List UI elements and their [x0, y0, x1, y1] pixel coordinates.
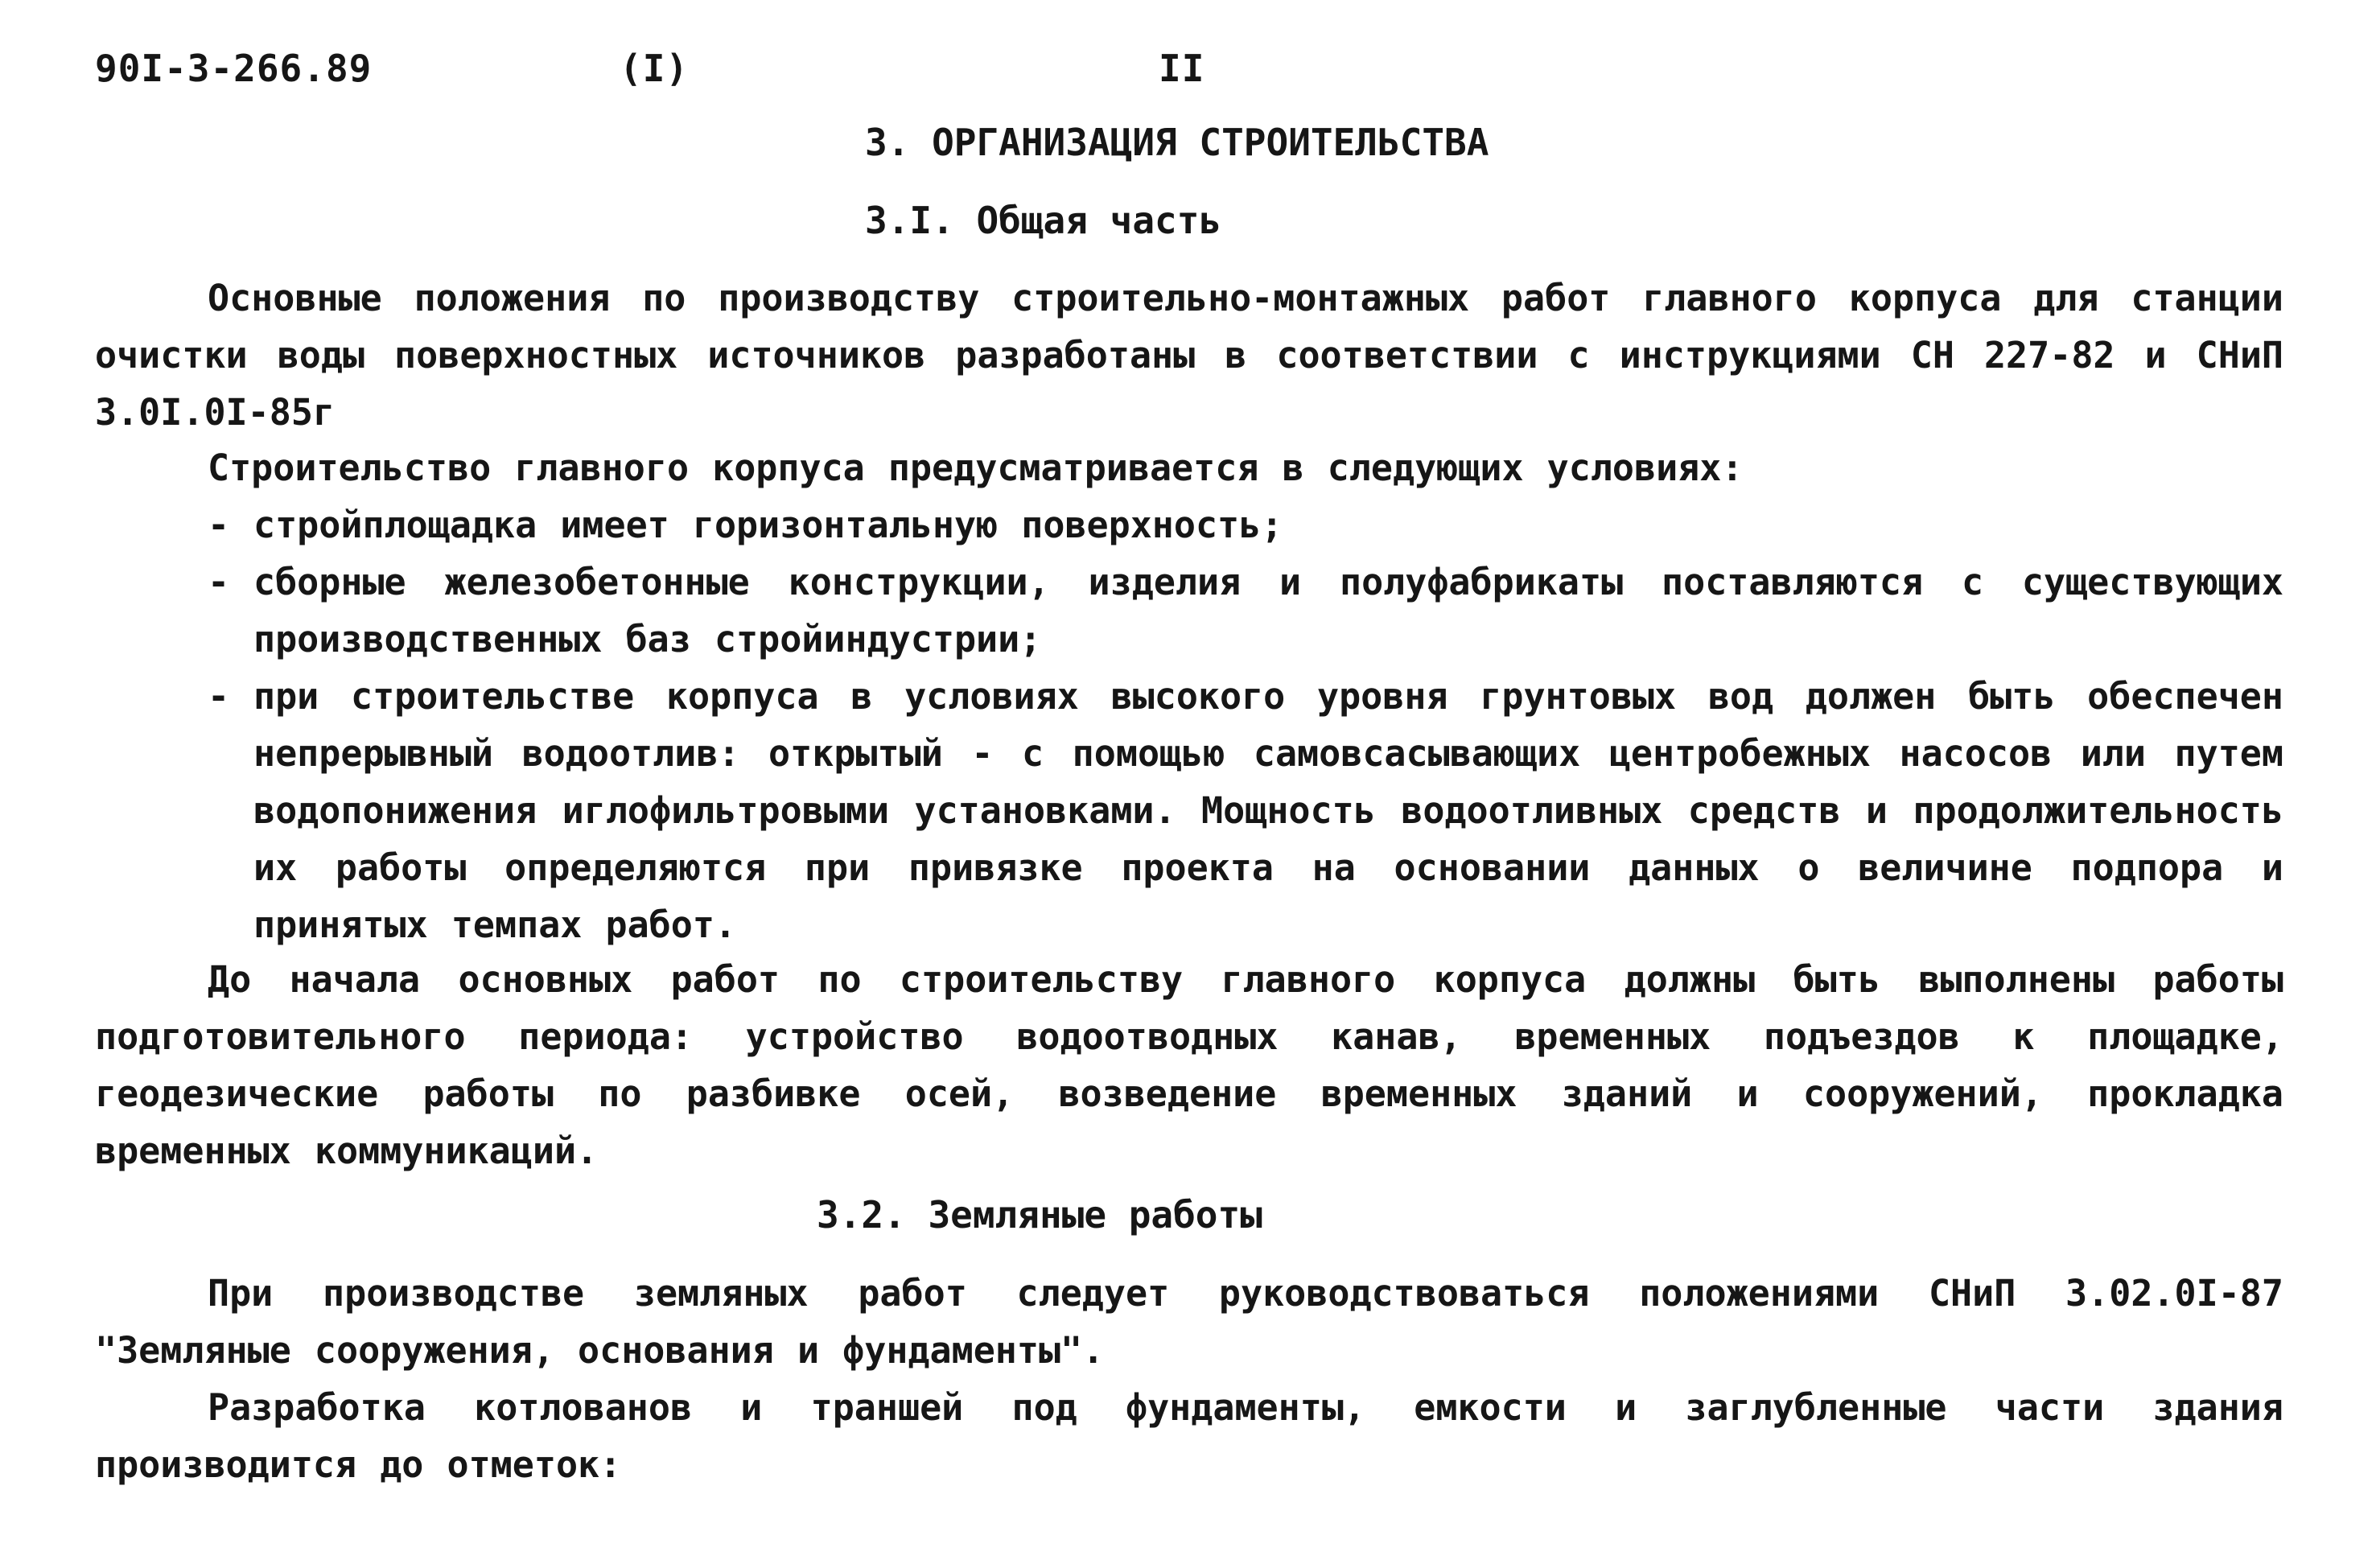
list-dash: - [208, 561, 230, 603]
document-number: 90I-3-266.89 [95, 47, 373, 90]
list-item [208, 668, 2283, 953]
section-title: 3. ОРГАНИЗАЦИЯ СТРОИТЕЛЬСТВА [865, 121, 1489, 164]
list-item [208, 554, 2283, 668]
paragraph-earthworks-rules: При производстве земляных работ следует руководствоваться положениями СНиП 3.02.0I-87 "Земляные сооружения, основания и фундаменты". [95, 1272, 2283, 1372]
paragraph-preparatory-works: До начала основных работ по строительству главного корпуса должны быть выполнены работы подготовительного периода: устройство водоотводных канав, временных подъездов к площадке, геодезические работы по разбивке осей, возведение временных зданий и сооружений, прокладка временных коммуникаций. [95, 958, 2283, 1172]
list-dash: - [208, 675, 230, 718]
conditions-list [208, 496, 2283, 953]
subsection-title-general: 3.I. Общая часть [865, 199, 1222, 242]
volume-label: (I) [620, 47, 690, 90]
paragraph-intro: Основные положения по производству строительно-монтажных работ главного корпуса для станции очистки воды поверхностных источников разработаны в соответствии с инструкциями СН 227-82 и СНиП 3.0I.0I-85г [95, 277, 2283, 434]
list-item [208, 496, 2283, 554]
list-item-text: сборные железобетонные конструкции, изделия и полуфабрикаты поставляются с существующих производственных баз стройиндустрии; [253, 561, 2283, 661]
paragraph-conditions: Строительство главного корпуса предусматривается в следующих условиях: [208, 447, 1744, 489]
page-number: II [1159, 47, 1205, 90]
list-item-text: стройплощадка имеет горизонтальную поверхность; [253, 504, 1283, 546]
list-dash: - [208, 504, 230, 546]
paragraph-excavation: Разработка котлованов и траншей под фундаменты, емкости и заглубленные части здания производится до отметок: [95, 1386, 2283, 1486]
list-item-text: при строительстве корпуса в условиях высокого уровня грунтовых вод должен быть обеспечен непрерывный водоотлив: открытый - с помощью самовсасывающих центробежных насосов или путем водопонижения иглофильтровыми установками. Мощность водоотливных средств и продолжительность их работы определяются при привязке проекта на основании данных о величине подпора и принятых темпах работ. [253, 675, 2283, 946]
subsection-title-earthworks: 3.2. Земляные работы [817, 1193, 1262, 1237]
